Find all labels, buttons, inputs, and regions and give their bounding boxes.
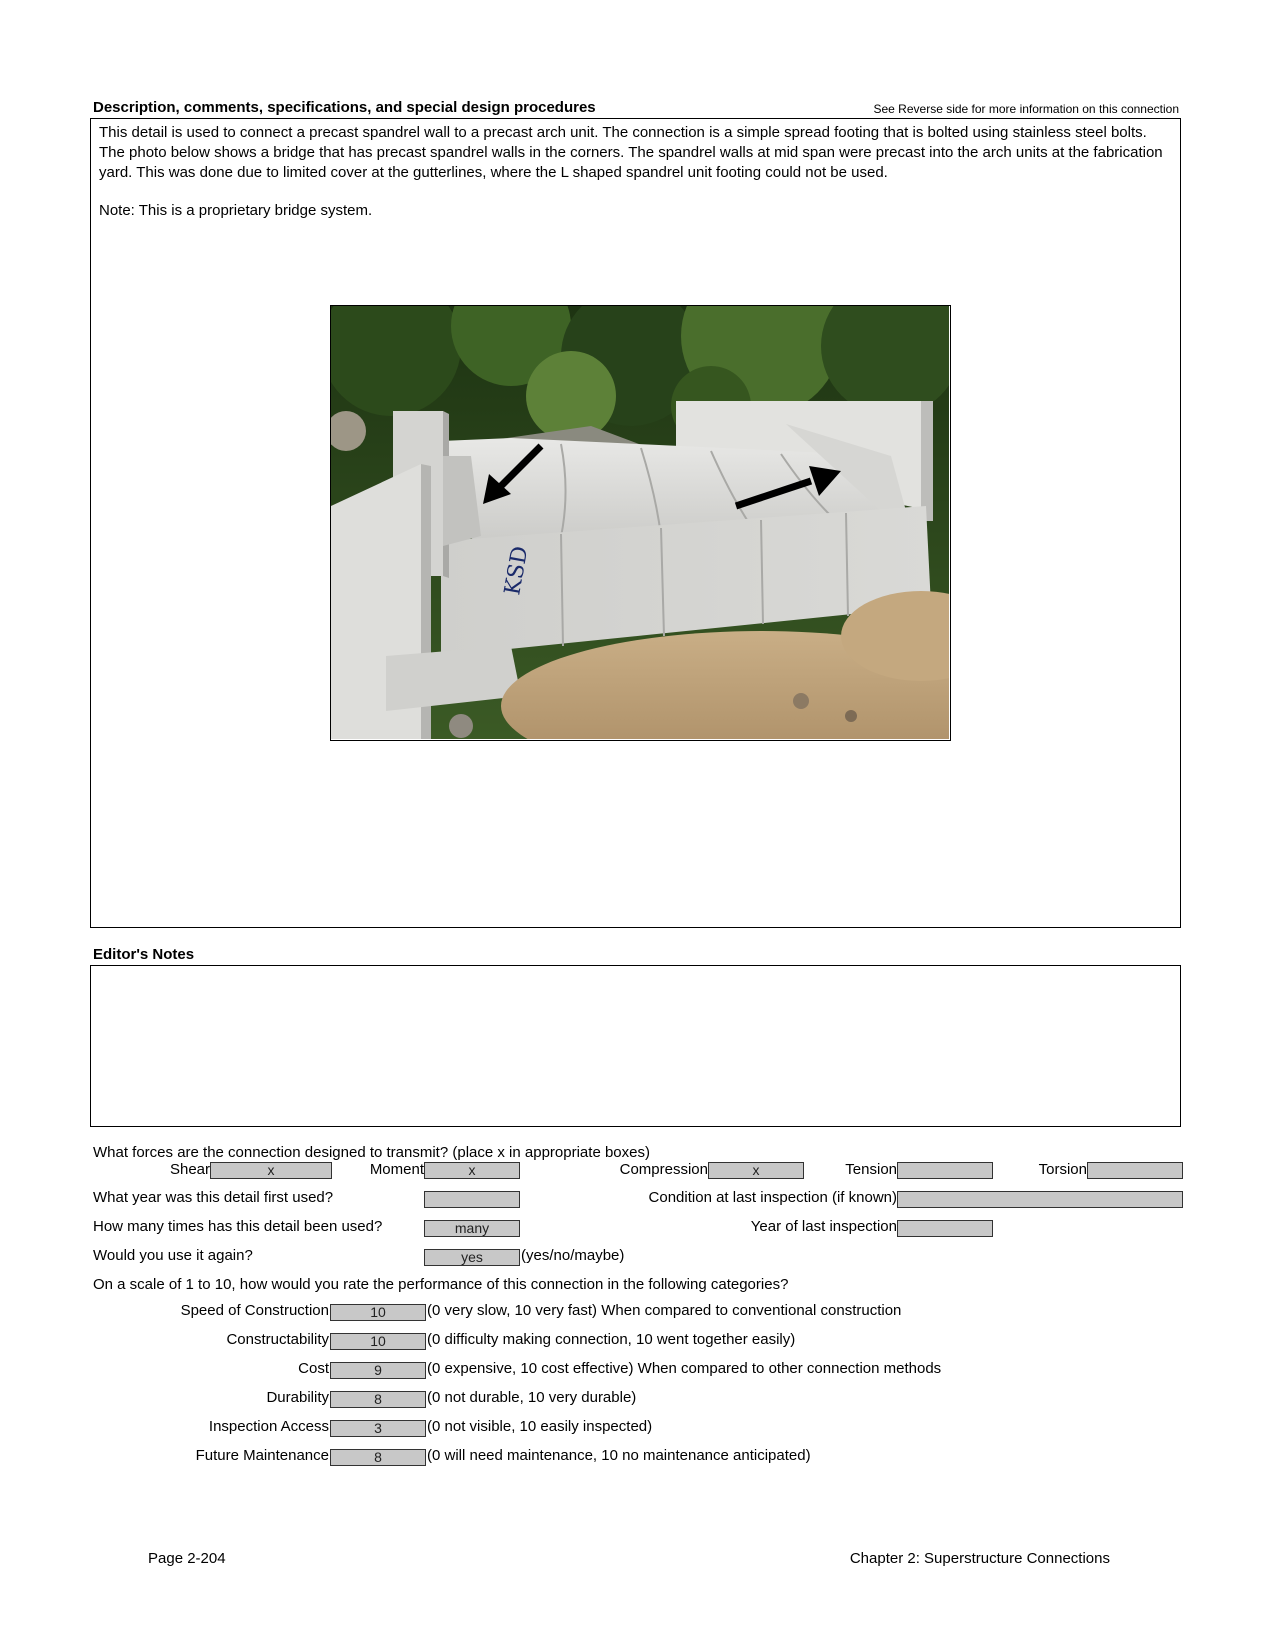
rating-hint: (0 very slow, 10 very fast) When compared to conventional construction <box>427 1302 902 1319</box>
last-inspection-field[interactable] <box>897 1220 993 1237</box>
bridge-photo <box>330 305 951 741</box>
shear-label: Shear <box>169 1161 210 1178</box>
rating-hint: (0 expensive, 10 cost effective) When compared to other connection methods <box>427 1360 942 1377</box>
compression-field[interactable]: x <box>708 1162 804 1179</box>
condition-field[interactable] <box>897 1191 1183 1208</box>
description-paragraph: This detail is used to connect a precast spandrel wall to a precast arch unit. The connection is a simple spread footing that is bolted using stainless steel bolts. The photo below shows a bridge that has precast spandrel walls in the corners. The spandrel walls at mid span were precast into the arch units at the fabrication yard. This was done due to limited cover at the gutterlines, where the L shaped spandrel unit footing could not be used. <box>99 124 1163 181</box>
compression-label: Compression <box>619 1161 708 1178</box>
first-year-label: What year was this detail first used? <box>93 1189 334 1206</box>
reverse-side-note: See Reverse side for more information on this connection <box>873 102 1179 116</box>
moment-field[interactable]: x <box>424 1162 520 1179</box>
rating-hint: (0 not durable, 10 very durable) <box>427 1389 637 1406</box>
rating-label: Durability <box>266 1389 329 1406</box>
torsion-field[interactable] <box>1087 1162 1183 1179</box>
rating-field[interactable]: 9 <box>330 1362 426 1379</box>
rating-hint: (0 not visible, 10 easily inspected) <box>427 1418 653 1435</box>
moment-label: Moment <box>369 1161 424 1178</box>
chapter-title: Chapter 2: Superstructure Connections <box>849 1550 1110 1567</box>
description-heading: Description, comments, specifications, and special design procedures <box>93 99 596 116</box>
last-inspection-label: Year of last inspection <box>750 1218 897 1235</box>
rating-hint: (0 difficulty making connection, 10 went together easily) <box>427 1331 796 1348</box>
page-number: Page 2-204 <box>148 1550 226 1567</box>
rating-field[interactable]: 10 <box>330 1304 426 1321</box>
rating-label: Speed of Construction <box>180 1302 329 1319</box>
tension-field[interactable] <box>897 1162 993 1179</box>
rating-label: Cost <box>298 1360 329 1377</box>
use-again-field[interactable]: yes <box>424 1249 520 1266</box>
rating-label: Future Maintenance <box>195 1447 329 1464</box>
ratings-question: On a scale of 1 to 10, how would you rate the performance of this connection in the following categories? <box>93 1276 789 1293</box>
editors-notes-heading: Editor's Notes <box>93 946 195 963</box>
svg-text:KSD: KSD <box>500 544 534 598</box>
rating-field[interactable]: 10 <box>330 1333 426 1350</box>
tension-label: Tension <box>845 1161 897 1178</box>
times-used-field[interactable]: many <box>424 1220 520 1237</box>
rating-field[interactable]: 8 <box>330 1449 426 1466</box>
bridge-photo-illustration <box>331 306 949 739</box>
torsion-label: Torsion <box>1038 1161 1087 1178</box>
forces-question: What forces are the connection designed to transmit? (place x in appropriate boxes) <box>93 1144 650 1161</box>
times-used-label: How many times has this detail been used? <box>93 1218 383 1235</box>
condition-label: Condition at last inspection (if known) <box>648 1189 897 1206</box>
rating-label: Inspection Access <box>208 1418 329 1435</box>
first-year-field[interactable] <box>424 1191 520 1208</box>
shear-field[interactable]: x <box>210 1162 332 1179</box>
rating-field[interactable]: 3 <box>330 1420 426 1437</box>
rating-label: Constructability <box>226 1331 329 1348</box>
editors-notes-box[interactable] <box>90 965 1181 1127</box>
rating-field[interactable]: 8 <box>330 1391 426 1408</box>
use-again-label: Would you use it again? <box>93 1247 253 1264</box>
use-again-hint: (yes/no/maybe) <box>521 1247 625 1264</box>
proprietary-note: Note: This is a proprietary bridge system. <box>99 202 373 219</box>
rating-hint: (0 will need maintenance, 10 no maintenance anticipated) <box>427 1447 811 1464</box>
